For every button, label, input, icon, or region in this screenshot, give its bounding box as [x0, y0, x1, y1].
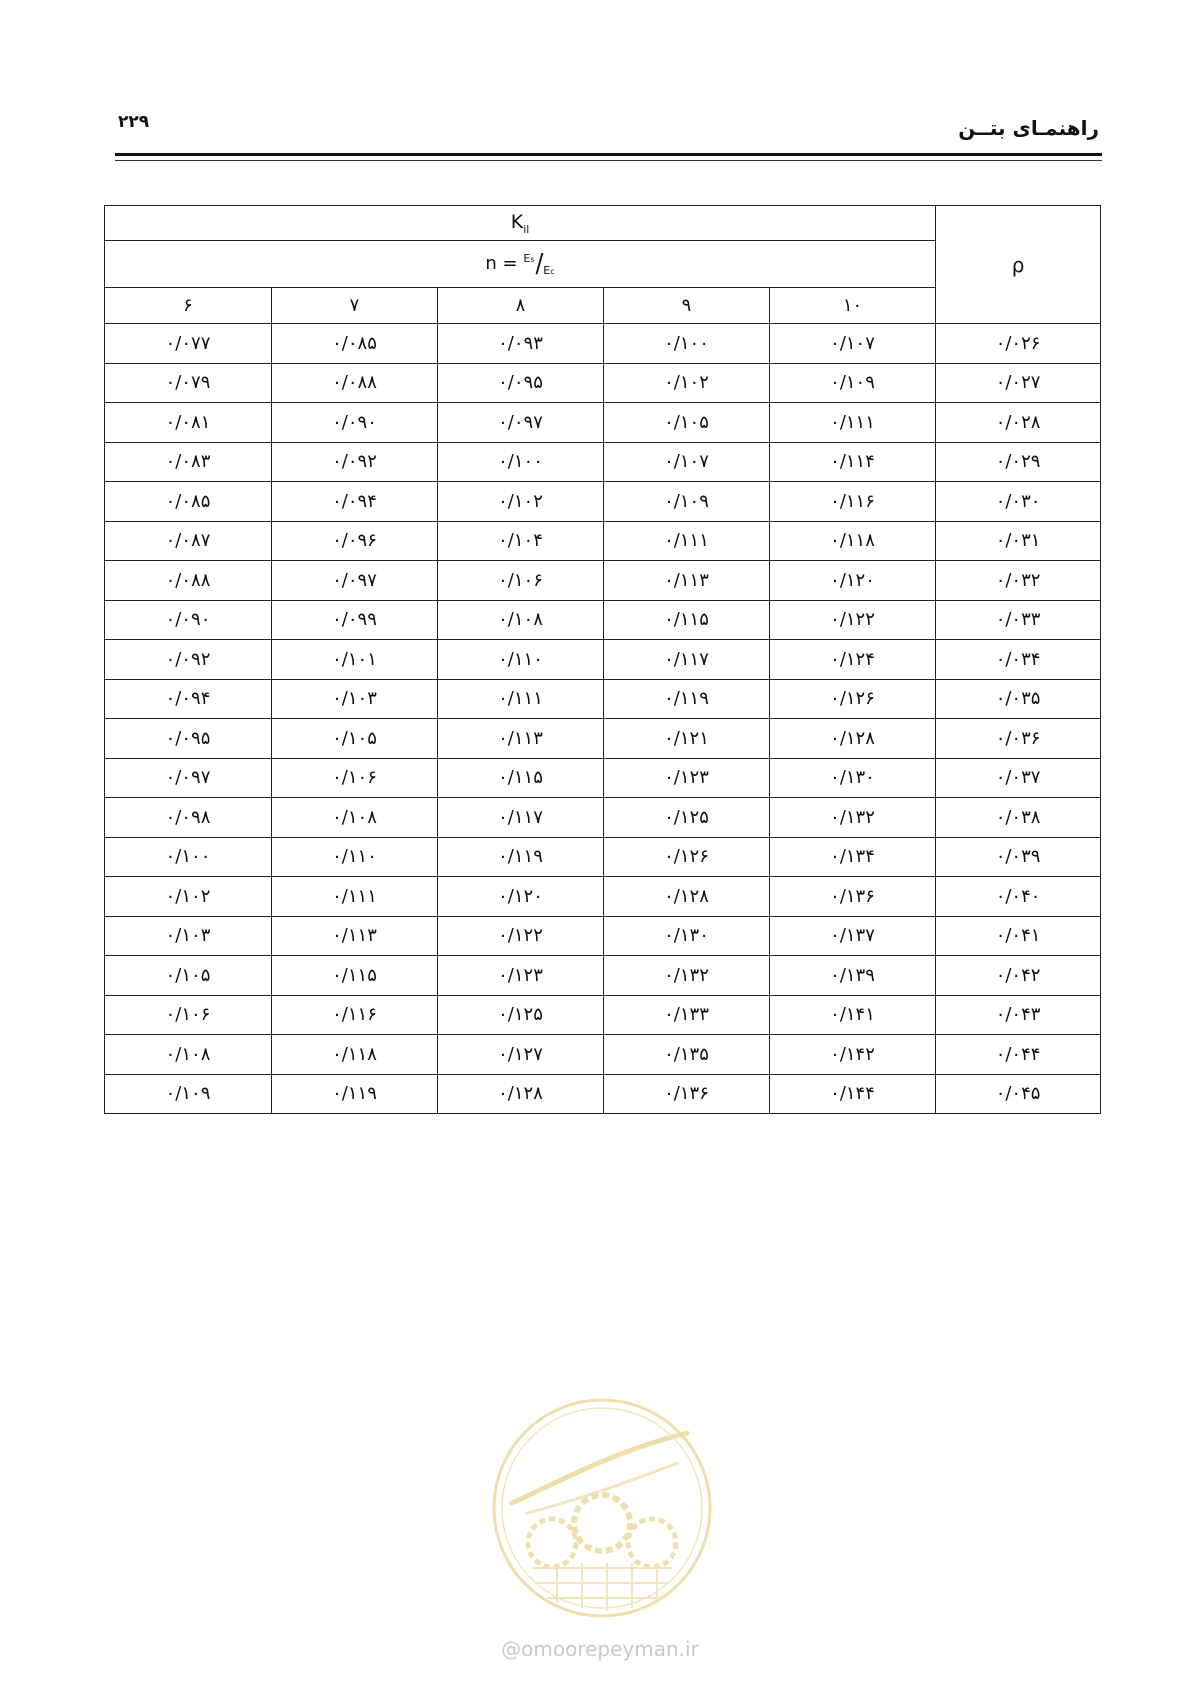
rho-value-cell: ۰/۰۳۷	[936, 758, 1101, 798]
kil-value-cell: ۰/۰۹۷	[105, 758, 272, 798]
kil-value-cell: ۰/۰۹۷	[438, 403, 604, 443]
kil-value-cell: ۰/۰۹۰	[105, 600, 272, 640]
rho-value-cell: ۰/۰۲۹	[936, 442, 1101, 482]
kil-value-cell: ۰/۱۱۷	[438, 798, 604, 838]
rho-value-cell: ۰/۰۳۴	[936, 640, 1101, 680]
kil-value-cell: ۰/۰۸۸	[105, 561, 272, 601]
rho-value-cell: ۰/۰۳۸	[936, 798, 1101, 838]
kil-value-cell: ۰/۰۸۱	[105, 403, 272, 443]
rho-value-cell: ۰/۰۴۱	[936, 916, 1101, 956]
kil-value-cell: ۰/۰۹۳	[438, 324, 604, 364]
table-row	[105, 956, 1101, 996]
kil-value-cell: ۰/۰۹۰	[272, 403, 438, 443]
kil-table	[104, 205, 1101, 1114]
kil-value-cell: ۰/۰۹۴	[272, 482, 438, 522]
table-row	[105, 1035, 1101, 1075]
kil-value-cell: ۰/۱۰۷	[770, 324, 936, 364]
kil-value-cell: ۰/۱۲۱	[604, 719, 770, 759]
header-rule-thin	[115, 160, 1102, 161]
kil-value-cell: ۰/۱۲۲	[770, 600, 936, 640]
table-row	[105, 521, 1101, 561]
kil-value-cell: ۰/۱۲۰	[438, 877, 604, 917]
kil-value-cell: ۰/۱۱۵	[604, 600, 770, 640]
kil-value-cell: ۰/۱۰۵	[105, 956, 272, 996]
kil-value-cell: ۰/۱۱۹	[604, 679, 770, 719]
kil-value-cell: ۰/۱۰۹	[105, 1074, 272, 1114]
rho-value-cell: ۰/۰۳۶	[936, 719, 1101, 759]
kil-value-cell: ۰/۰۹۷	[272, 561, 438, 601]
kil-value-cell: ۰/۱۱۹	[438, 837, 604, 877]
kil-value-cell: ۰/۱۱۸	[272, 1035, 438, 1075]
kil-value-cell: ۰/۱۱۴	[770, 442, 936, 482]
kil-value-cell: ۰/۱۰۴	[438, 521, 604, 561]
rho-value-cell: ۰/۰۴۲	[936, 956, 1101, 996]
kil-value-cell: ۰/۱۳۳	[604, 995, 770, 1035]
modular-ratio-header	[105, 241, 936, 288]
fraction-slash: /	[534, 249, 543, 279]
kil-value-cell: ۰/۰۹۲	[272, 442, 438, 482]
kil-value-cell: ۰/۱۳۶	[604, 1074, 770, 1114]
rho-header: ρ	[936, 206, 1101, 324]
kil-value-cell: ۰/۰۹۲	[105, 640, 272, 680]
table-row	[105, 916, 1101, 956]
kil-value-cell: ۰/۰۹۴	[105, 679, 272, 719]
kil-value-cell: ۰/۱۲۸	[604, 877, 770, 917]
kil-label: K	[510, 210, 524, 233]
kil-value-cell: ۰/۱۲۳	[604, 758, 770, 798]
kil-value-cell: ۰/۱۱۰	[272, 837, 438, 877]
kil-value-cell: ۰/۱۲۴	[770, 640, 936, 680]
kil-value-cell: ۰/۱۳۲	[604, 956, 770, 996]
kil-value-cell: ۰/۱۱۳	[604, 561, 770, 601]
kil-value-cell: ۰/۱۱۳	[438, 719, 604, 759]
kil-value-cell: ۰/۱۴۴	[770, 1074, 936, 1114]
column-header: ۹	[604, 288, 770, 324]
kil-value-cell: ۰/۱۰۹	[604, 482, 770, 522]
watermark-logo-icon	[487, 1393, 717, 1623]
kil-value-cell: ۰/۰۹۵	[105, 719, 272, 759]
kil-value-cell: ۰/۱۲۷	[438, 1035, 604, 1075]
column-header: ۶	[105, 288, 272, 324]
kil-value-cell: ۰/۱۱۳	[272, 916, 438, 956]
kil-value-cell: ۰/۱۱۹	[272, 1074, 438, 1114]
kil-value-cell: ۰/۱۰۱	[272, 640, 438, 680]
kil-value-cell: ۰/۱۲۸	[770, 719, 936, 759]
kil-value-cell: ۰/۱۱۶	[272, 995, 438, 1035]
kil-value-cell: ۰/۱۰۲	[604, 363, 770, 403]
kil-value-cell: ۰/۱۰۶	[438, 561, 604, 601]
kil-value-cell: ۰/۱۲۶	[604, 837, 770, 877]
kil-value-cell: ۰/۱۲۰	[770, 561, 936, 601]
kil-value-cell: ۰/۱۱۶	[770, 482, 936, 522]
kil-value-cell: ۰/۱۱۰	[438, 640, 604, 680]
kil-value-cell: ۰/۱۱۱	[272, 877, 438, 917]
kil-value-cell: ۰/۱۰۲	[105, 877, 272, 917]
kil-value-cell: ۰/۱۳۰	[770, 758, 936, 798]
kil-value-cell: ۰/۱۰۵	[604, 403, 770, 443]
kil-value-cell: ۰/۱۲۵	[604, 798, 770, 838]
kil-value-cell: ۰/۰۹۶	[272, 521, 438, 561]
kil-value-cell: ۰/۱۰۸	[438, 600, 604, 640]
table-row	[105, 679, 1101, 719]
kil-subscript: il	[523, 222, 530, 236]
table-row	[105, 877, 1101, 917]
table-row	[105, 482, 1101, 522]
kil-value-cell: ۰/۰۸۷	[105, 521, 272, 561]
rho-value-cell: ۰/۰۳۲	[936, 561, 1101, 601]
table-row	[105, 1074, 1101, 1114]
rho-value-cell: ۰/۰۴۵	[936, 1074, 1101, 1114]
kil-value-cell: ۰/۱۰۸	[105, 1035, 272, 1075]
kil-value-cell: ۰/۱۰۸	[272, 798, 438, 838]
table-row	[105, 600, 1101, 640]
table-row	[105, 561, 1101, 601]
kil-value-cell: ۰/۱۲۲	[438, 916, 604, 956]
table-row	[105, 995, 1101, 1035]
table-body	[105, 324, 1101, 1114]
rho-value-cell: ۰/۰۲۶	[936, 324, 1101, 364]
kil-value-cell: ۰/۰۸۸	[272, 363, 438, 403]
kil-value-cell: ۰/۱۲۸	[438, 1074, 604, 1114]
rho-value-cell: ۰/۰۴۳	[936, 995, 1101, 1035]
column-header: ۸	[438, 288, 604, 324]
kil-value-cell: ۰/۱۳۴	[770, 837, 936, 877]
header-rule	[115, 153, 1102, 156]
rho-value-cell: ۰/۰۳۰	[936, 482, 1101, 522]
kil-value-cell: ۰/۱۰۹	[770, 363, 936, 403]
table-row	[105, 363, 1101, 403]
kil-value-cell: ۰/۱۳۶	[770, 877, 936, 917]
kil-value-cell: ۰/۱۰۵	[272, 719, 438, 759]
kil-value-cell: ۰/۱۱۱	[604, 521, 770, 561]
kil-value-cell: ۰/۱۰۰	[604, 324, 770, 364]
table-row	[105, 758, 1101, 798]
kil-value-cell: ۰/۱۴۱	[770, 995, 936, 1035]
n-numerator: Es	[523, 252, 535, 265]
kil-value-cell: ۰/۱۱۵	[272, 956, 438, 996]
table-row	[105, 324, 1101, 364]
kil-value-cell: ۰/۰۷۹	[105, 363, 272, 403]
table-row	[105, 442, 1101, 482]
table-row	[105, 798, 1101, 838]
table-row	[105, 403, 1101, 443]
kil-value-cell: ۰/۱۴۲	[770, 1035, 936, 1075]
kil-value-cell: ۰/۱۰۳	[272, 679, 438, 719]
kil-value-cell: ۰/۰۹۵	[438, 363, 604, 403]
rho-value-cell: ۰/۰۳۹	[936, 837, 1101, 877]
watermark-url: @omoorepeyman.ir	[501, 1637, 699, 1661]
kil-value-cell: ۰/۰۸۵	[105, 482, 272, 522]
kil-value-cell: ۰/۱۰۰	[105, 837, 272, 877]
table-row	[105, 837, 1101, 877]
kil-value-cell: ۰/۱۳۹	[770, 956, 936, 996]
rho-value-cell: ۰/۰۲۷	[936, 363, 1101, 403]
kil-value-cell: ۰/۱۱۱	[770, 403, 936, 443]
kil-value-cell: ۰/۱۰۲	[438, 482, 604, 522]
kil-value-cell: ۰/۱۱۸	[770, 521, 936, 561]
kil-value-cell: ۰/۱۰۶	[105, 995, 272, 1035]
kil-value-cell: ۰/۱۰۶	[272, 758, 438, 798]
rho-value-cell: ۰/۰۲۸	[936, 403, 1101, 443]
kil-value-cell: ۰/۱۲۶	[770, 679, 936, 719]
kil-value-cell: ۰/۰۸۳	[105, 442, 272, 482]
kil-value-cell: ۰/۰۸۵	[272, 324, 438, 364]
kil-value-cell: ۰/۱۳۲	[770, 798, 936, 838]
kil-header	[105, 206, 936, 241]
kil-value-cell: ۰/۱۱۱	[438, 679, 604, 719]
kil-value-cell: ۰/۱۲۵	[438, 995, 604, 1035]
kil-value-cell: ۰/۱۳۵	[604, 1035, 770, 1075]
kil-value-cell: ۰/۱۰۰	[438, 442, 604, 482]
kil-value-cell: ۰/۱۰۳	[105, 916, 272, 956]
kil-value-cell: ۰/۱۱۵	[438, 758, 604, 798]
page-number: ۲۲۹	[118, 112, 150, 132]
running-header-title: راهنمـای بتــن	[958, 116, 1099, 140]
kil-value-cell: ۰/۰۹۹	[272, 600, 438, 640]
table-row	[105, 719, 1101, 759]
n-denominator: Ec	[543, 263, 555, 277]
n-label: n =	[485, 253, 518, 274]
column-header: ۱۰	[770, 288, 936, 324]
kil-value-cell: ۰/۰۹۸	[105, 798, 272, 838]
kil-value-cell: ۰/۱۳۰	[604, 916, 770, 956]
rho-value-cell: ۰/۰۳۱	[936, 521, 1101, 561]
rho-value-cell: ۰/۰۳۵	[936, 679, 1101, 719]
table-row	[105, 640, 1101, 680]
rho-value-cell: ۰/۰۳۳	[936, 600, 1101, 640]
kil-value-cell: ۰/۱۲۳	[438, 956, 604, 996]
rho-value-cell: ۰/۰۴۰	[936, 877, 1101, 917]
kil-value-cell: ۰/۱۰۷	[604, 442, 770, 482]
kil-value-cell: ۰/۱۳۷	[770, 916, 936, 956]
kil-value-cell: ۰/۱۱۷	[604, 640, 770, 680]
column-header: ۷	[272, 288, 438, 324]
kil-value-cell: ۰/۰۷۷	[105, 324, 272, 364]
rho-value-cell: ۰/۰۴۴	[936, 1035, 1101, 1075]
